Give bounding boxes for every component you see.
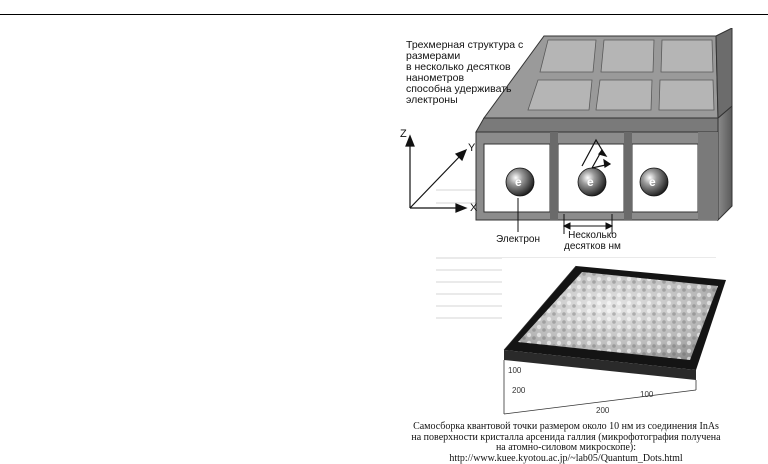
electron-symbol-1: e <box>515 175 522 189</box>
axis-x-label: X <box>470 202 478 214</box>
top-rule <box>0 14 768 15</box>
electron-label: Электрон <box>496 234 540 245</box>
afm-image <box>502 258 734 418</box>
electron-symbol-2: e <box>587 175 594 189</box>
quantum-dot-figure <box>396 28 736 464</box>
size-label: Несколько десятков нм <box>564 230 621 252</box>
afm-tick-left-200: 200 <box>512 386 526 395</box>
coordinate-axes <box>406 136 466 212</box>
block-right-face <box>718 106 732 220</box>
electron-symbol-3: e <box>649 175 656 189</box>
afm-tick-left-100: 100 <box>508 366 522 375</box>
axis-z-label: Z <box>400 128 407 140</box>
afm-caption: Самосборка квантовой точки размером около 10 нм из соединения InAs на поверхности кристалла арсенида галлия (микрофотография получена на атомно-силовом микроскопе): http://www.kuee.kyotou.ac.jp/~lab05/Quantum_Dots.html <box>396 422 736 464</box>
axis-y-label: Y <box>468 142 476 154</box>
source-url: http://www.kuee.kyotou.ac.jp/~lab05/Quantum_Dots.html <box>449 452 683 464</box>
afm-tick-bottom-100: 100 <box>640 390 654 399</box>
afm-tick-bottom-200: 200 <box>596 406 610 415</box>
block-front-band <box>476 118 718 132</box>
structure-caption: Трехмерная структура с размерами в несколько десятков нанометров способна удерживать электроны <box>406 39 524 106</box>
